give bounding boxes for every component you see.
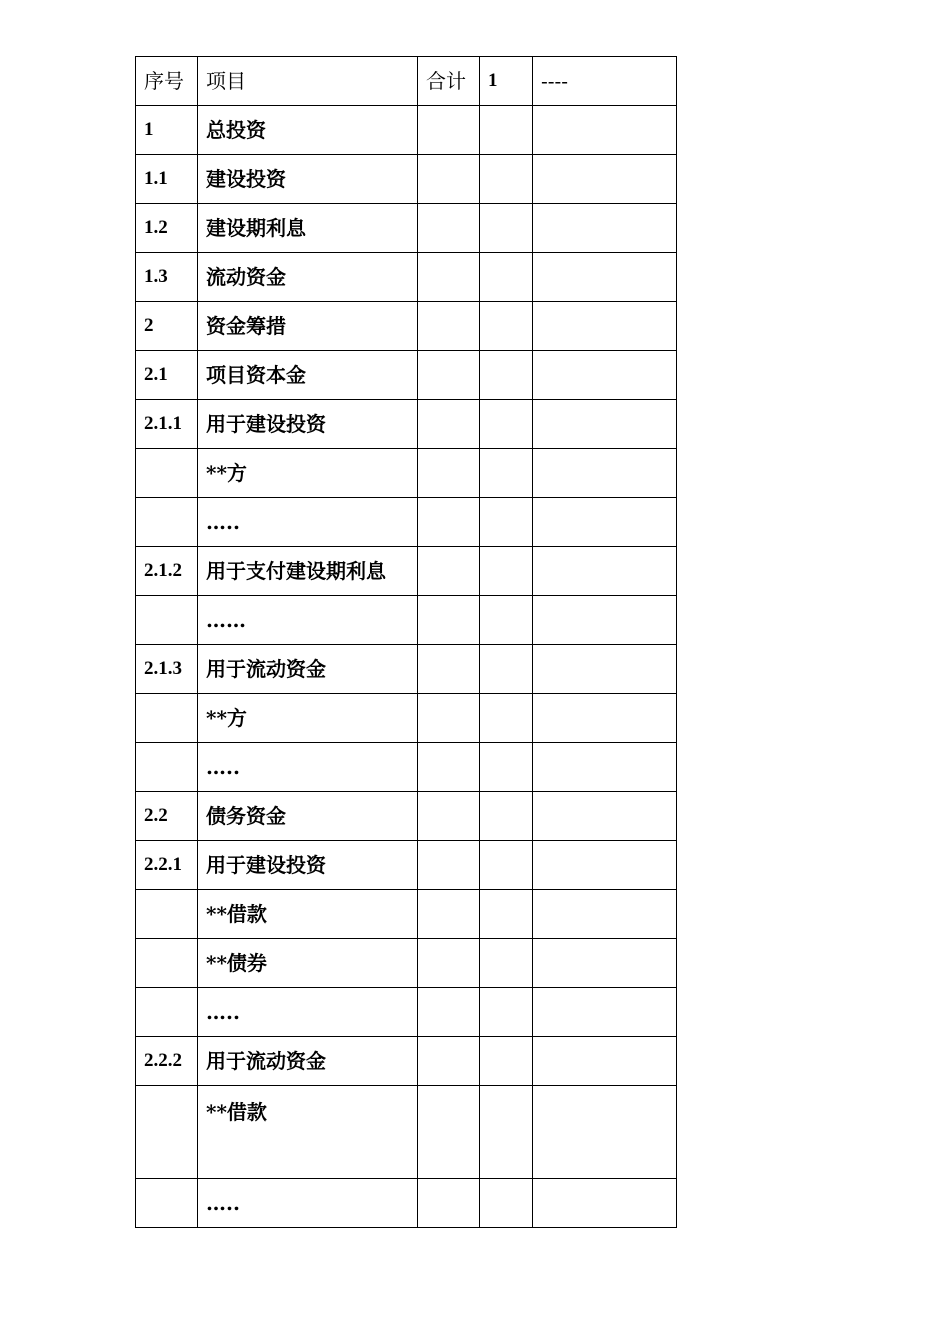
- row-number: [136, 498, 198, 547]
- row-item: …..: [198, 743, 418, 792]
- row-item: …..: [198, 988, 418, 1037]
- row-year-1-cell: [480, 841, 533, 890]
- row-year-1-cell: [480, 1037, 533, 1086]
- row-number: 1.1: [136, 155, 198, 204]
- row-total-cell: [418, 155, 480, 204]
- table-row: [136, 939, 677, 988]
- row-number: [136, 1179, 198, 1228]
- row-number: [136, 596, 198, 645]
- row-number: [136, 988, 198, 1037]
- row-number: 2.2.2: [136, 1037, 198, 1086]
- row-total-cell: [418, 302, 480, 351]
- row-total-cell: [418, 939, 480, 988]
- row-year-1-cell: [480, 449, 533, 498]
- row-total-cell: [418, 351, 480, 400]
- row-year-1-cell: [480, 743, 533, 792]
- row-total-cell: [418, 253, 480, 302]
- row-item: **债券: [198, 939, 418, 988]
- table-row: [136, 841, 677, 890]
- row-more-cell: [533, 106, 677, 155]
- row-more-cell: [533, 351, 677, 400]
- row-item: **借款: [198, 890, 418, 939]
- row-year-1-cell: [480, 302, 533, 351]
- row-year-1-cell: [480, 498, 533, 547]
- table-row: [136, 596, 677, 645]
- row-number: [136, 694, 198, 743]
- row-total-cell: [418, 694, 480, 743]
- header-total: 合计: [418, 57, 480, 106]
- row-item: 建设投资: [198, 155, 418, 204]
- row-item: 用于流动资金: [198, 645, 418, 694]
- header-item: 项目: [198, 57, 418, 106]
- table-row: [136, 1179, 677, 1228]
- table-row: [136, 547, 677, 596]
- row-year-1-cell: [480, 253, 533, 302]
- row-more-cell: [533, 890, 677, 939]
- table-row: [136, 743, 677, 792]
- table-row: [136, 155, 677, 204]
- row-year-1-cell: [480, 204, 533, 253]
- row-total-cell: [418, 106, 480, 155]
- row-number: 2.1.1: [136, 400, 198, 449]
- row-more-cell: [533, 449, 677, 498]
- row-item: 债务资金: [198, 792, 418, 841]
- table-row: [136, 302, 677, 351]
- row-number: 1: [136, 106, 198, 155]
- row-item: **方: [198, 449, 418, 498]
- row-year-1-cell: [480, 547, 533, 596]
- row-more-cell: [533, 841, 677, 890]
- row-more-cell: [533, 1086, 677, 1179]
- row-year-1-cell: [480, 155, 533, 204]
- table-header-row: [136, 57, 677, 106]
- row-number: [136, 743, 198, 792]
- row-more-cell: [533, 792, 677, 841]
- row-number: 2.1.2: [136, 547, 198, 596]
- row-more-cell: [533, 204, 677, 253]
- row-total-cell: [418, 498, 480, 547]
- row-item: 用于建设投资: [198, 400, 418, 449]
- table-row: [136, 1037, 677, 1086]
- row-more-cell: [533, 939, 677, 988]
- row-year-1-cell: [480, 351, 533, 400]
- row-more-cell: [533, 547, 677, 596]
- row-item: **借款: [198, 1086, 418, 1179]
- row-number: 2.2.1: [136, 841, 198, 890]
- row-total-cell: [418, 1086, 480, 1179]
- row-year-1-cell: [480, 988, 533, 1037]
- funding-table: [135, 56, 677, 1228]
- table-row: [136, 449, 677, 498]
- row-year-1-cell: [480, 890, 533, 939]
- row-item: 资金筹措: [198, 302, 418, 351]
- row-number: 1.3: [136, 253, 198, 302]
- row-more-cell: [533, 743, 677, 792]
- table-row: [136, 890, 677, 939]
- row-more-cell: [533, 645, 677, 694]
- row-more-cell: [533, 596, 677, 645]
- row-item: …..: [198, 1179, 418, 1228]
- row-number: [136, 939, 198, 988]
- row-more-cell: [533, 155, 677, 204]
- row-item: 用于支付建设期利息: [198, 547, 418, 596]
- table-row: [136, 400, 677, 449]
- row-item: …..: [198, 498, 418, 547]
- row-item: 建设期利息: [198, 204, 418, 253]
- table-row: [136, 694, 677, 743]
- row-number: 2.2: [136, 792, 198, 841]
- row-more-cell: [533, 1179, 677, 1228]
- row-year-1-cell: [480, 939, 533, 988]
- row-year-1-cell: [480, 596, 533, 645]
- row-item: 用于流动资金: [198, 1037, 418, 1086]
- row-more-cell: [533, 1037, 677, 1086]
- table-row: [136, 988, 677, 1037]
- row-more-cell: [533, 253, 677, 302]
- row-total-cell: [418, 645, 480, 694]
- table-row: [136, 204, 677, 253]
- row-more-cell: [533, 400, 677, 449]
- row-item: 项目资本金: [198, 351, 418, 400]
- row-total-cell: [418, 449, 480, 498]
- table-row: [136, 645, 677, 694]
- row-total-cell: [418, 743, 480, 792]
- row-more-cell: [533, 498, 677, 547]
- row-year-1-cell: [480, 400, 533, 449]
- row-total-cell: [418, 204, 480, 253]
- row-number: 1.2: [136, 204, 198, 253]
- row-number: [136, 890, 198, 939]
- row-number: 2.1: [136, 351, 198, 400]
- row-total-cell: [418, 400, 480, 449]
- table-row: [136, 106, 677, 155]
- row-year-1-cell: [480, 694, 533, 743]
- row-number: 2: [136, 302, 198, 351]
- row-number: [136, 449, 198, 498]
- row-total-cell: [418, 890, 480, 939]
- row-number: [136, 1086, 198, 1179]
- row-item: 总投资: [198, 106, 418, 155]
- row-item: 流动资金: [198, 253, 418, 302]
- row-number: 2.1.3: [136, 645, 198, 694]
- header-no: 序号: [136, 57, 198, 106]
- row-total-cell: [418, 1179, 480, 1228]
- row-total-cell: [418, 596, 480, 645]
- header-more: ----: [533, 57, 677, 106]
- table-row: [136, 351, 677, 400]
- row-item: 用于建设投资: [198, 841, 418, 890]
- row-total-cell: [418, 988, 480, 1037]
- row-year-1-cell: [480, 1086, 533, 1179]
- header-year-1: 1: [480, 57, 533, 106]
- row-item: ……: [198, 596, 418, 645]
- row-total-cell: [418, 1037, 480, 1086]
- table-row: [136, 498, 677, 547]
- row-total-cell: [418, 792, 480, 841]
- row-more-cell: [533, 988, 677, 1037]
- table-row: [136, 1086, 677, 1179]
- table-body: [136, 57, 677, 1228]
- row-more-cell: [533, 694, 677, 743]
- row-year-1-cell: [480, 645, 533, 694]
- table-row: [136, 253, 677, 302]
- row-year-1-cell: [480, 792, 533, 841]
- row-total-cell: [418, 841, 480, 890]
- row-item: **方: [198, 694, 418, 743]
- row-year-1-cell: [480, 106, 533, 155]
- table-row: [136, 792, 677, 841]
- row-year-1-cell: [480, 1179, 533, 1228]
- row-total-cell: [418, 547, 480, 596]
- row-more-cell: [533, 302, 677, 351]
